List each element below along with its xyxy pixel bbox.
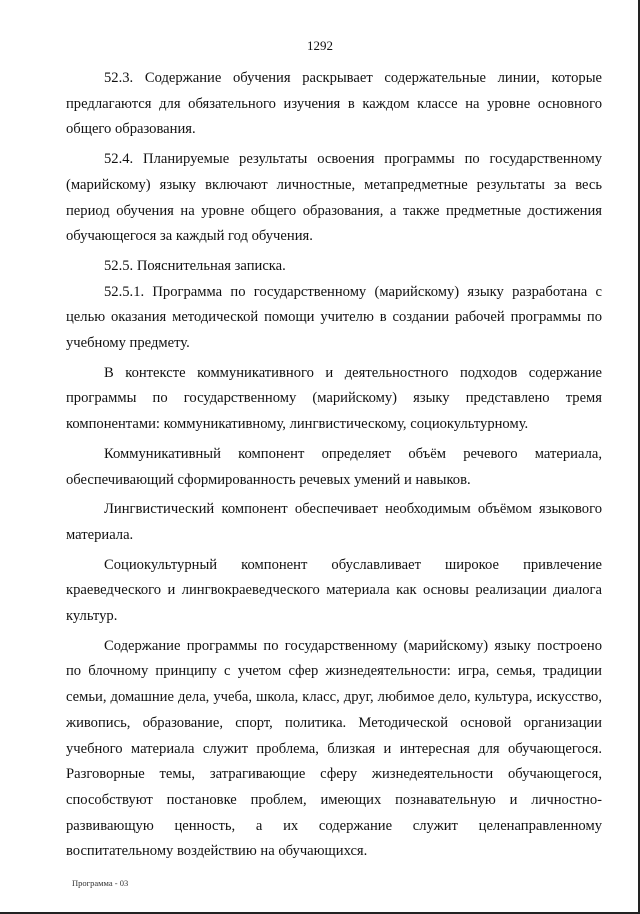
paragraph-52-4: 52.4. Планируемые результаты освоения программы по государственному (марийскому) языку включают личностные, метапредметные результаты за весь период обучения на уровне общего образования, а также предметные достижения обучающегося за каждый год обучения. [66,151,602,245]
page-number: 1292 [307,38,333,53]
footer-label: Программа - 03 [72,878,129,888]
document-body [66,66,602,865]
paragraph-communicative-component: Коммуникативный компонент определяет объём речевого материала, обеспечивающий сформированность речевых умений и навыков. [66,445,602,488]
paragraph-program-content: Содержание программы по государственному (марийскому) языку построено по блочному принципу с учетом сфер жизнедеятельности: игра, семья, традиции семьи, домашние дела, учеба, школа, класс, друг, любимое дело, культура, искусство, живопись, образование, спорт, политика. Методической основой организации учебного материала служит проблема, близкая и интересная для обучающегося. Разговорные темы, затрагивающие сферу жизнедеятельности обучающегося, способствуют постановке проблем, имеющих познавательную и личностно-развивающую ценность, а их содержание служит целенаправленному воспитательному воздействию на обучающихся. [66,637,602,860]
paragraph-linguistic-component: Лингвистический компонент обеспечивает необходимым объёмом языкового материала. [66,501,602,543]
paragraph-52-5-1: 52.5.1. Программа по государственному (марийскому) языку разработана с целью оказания методической помощи учителю в создании рабочей программы по учебному предмету. [66,283,602,352]
paragraph-52-5-heading: 52.5. Пояснительная записка. [104,257,286,274]
paragraph-sociocultural-component: Социокультурный компонент обуславливает широкое привлечение краеведческого и лингвокраеведческого материала как основы реализации диалога культур. [66,556,602,625]
paragraph-52-3: 52.3. Содержание обучения раскрывает содержательные линии, которые предлагаются для обязательного изучения в каждом классе на уровне основного общего образования. [66,70,602,138]
paragraph-approaches: В контексте коммуникативного и деятельностного подходов содержание программы по государственному (марийскому) языку представлено тремя компонентами: коммуникативному, лингвистическому, социокультурному. [66,364,602,433]
